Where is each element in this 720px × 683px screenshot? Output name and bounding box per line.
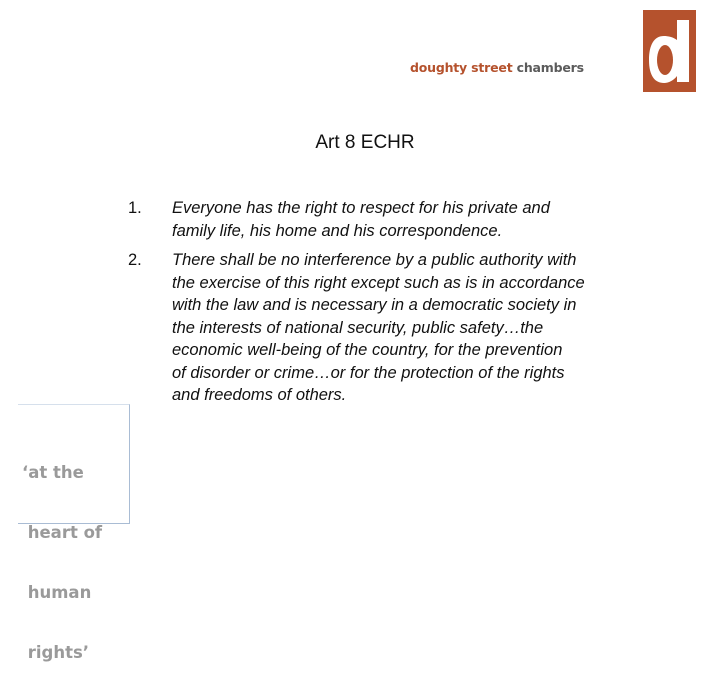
paragraph-line: family life, his home and his correspondence. [172, 221, 503, 240]
item-number-2: 2. [128, 251, 142, 269]
item-number-1: 1. [128, 199, 142, 217]
tagline-line: ‘at the [22, 463, 84, 482]
page-title: Art 8 ECHR [315, 132, 415, 153]
article-paragraph-2 [172, 249, 642, 407]
tagline-line: rights’ [22, 643, 90, 662]
paragraph-line: economic well-being of the country, for the prevention [172, 341, 563, 359]
logo-word-doughty-street: doughty street [410, 60, 513, 75]
logo-wordmark [410, 60, 584, 75]
paragraph-line: the exercise of this right except such as is in accordance [172, 273, 585, 292]
paragraph-line: with the law and is necessary in a democratic society in [172, 296, 577, 314]
paragraph-line: Everyone has the right to respect for his private and [172, 199, 550, 217]
logo-d-mark-icon [643, 10, 696, 92]
paragraph-line: and freedoms of others. [172, 386, 347, 404]
tagline-line: human [22, 583, 92, 602]
paragraph-line: of disorder or crime…or for the protection of the rights [172, 363, 565, 382]
paragraph-line: There shall be no interference by a public authority with [172, 251, 577, 269]
logo-word-chambers: chambers [516, 60, 584, 75]
tagline [22, 423, 102, 683]
chambers-logo [406, 10, 696, 92]
article-paragraph-1 [172, 197, 642, 242]
paragraph-line: the interests of national security, public safety…the [172, 318, 544, 337]
tagline-line: heart of [22, 523, 103, 542]
